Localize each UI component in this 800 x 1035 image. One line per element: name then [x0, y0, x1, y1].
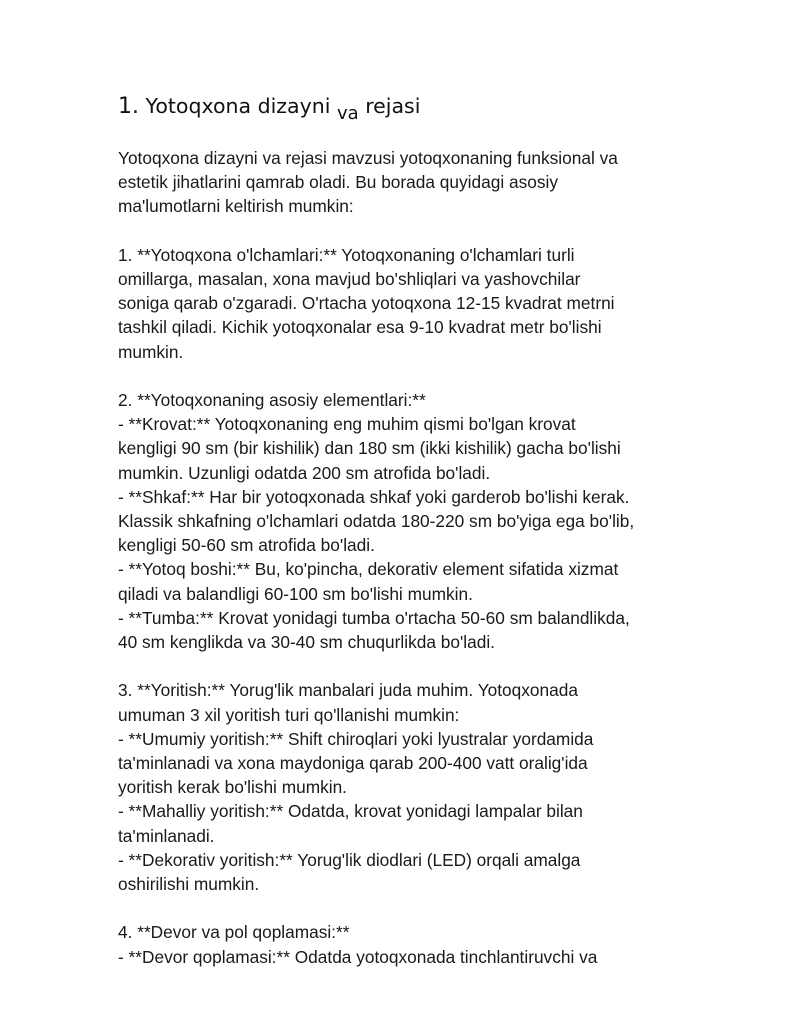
- heading-number: 1.: [118, 94, 139, 119]
- section-dimensions: 1. **Yotoqxona o'lchamlari:** Yotoqxonaning o'lchamlari turli omillarga, masalan, xona mavjud bo'shliqlari va yashovchilar soniga qarab o'zgaradi. O'rtacha yotoqxona 12-15 kvadrat metrni tashkil qiladi. Kichik yotoqxonalar esa 9-10 kvadrat metr bo'lishi mumkin.: [118, 244, 615, 362]
- heading-text-a: Yotoqxona dizayni: [145, 94, 331, 118]
- document-page: [118, 92, 678, 969]
- page-title: [118, 92, 678, 122]
- heading-text-b: va: [336, 103, 359, 124]
- section-wall-floor: 4. **Devor va pol qoplamasi:** - **Devor qoplamasi:** Odatda yotoqxonada tinchlantiruvchi va: [118, 922, 598, 967]
- intro-paragraph: Yotoqxona dizayni va rejasi mavzusi yotoqxonaning funksional va estetik jihatlarini qamrab oladi. Bu borada quyidagi asosiy ma'lumotlarni keltirish mumkin:: [118, 148, 618, 217]
- section-lighting: 3. **Yoritish:** Yorug'lik manbalari juda muhim. Yotoqxonada umuman 3 xil yoritish turi qo'llanishi mumkin: - **Umumiy yoritish:** Shift chiroqlari yoki lyustralar yordamida ta'minlanadi va xona maydoniga qarab 200-400 vatt oralig'ida yoritish kerak bo'lishi mumkin. - **Mahalliy yoritish:** Odatda, krovat yonidagi lampalar bilan ta'minlanadi. - **Dekorativ yoritish:** Yorug'lik diodlari (LED) orqali amalga oshirilishi mumkin.: [118, 680, 594, 895]
- section-main-elements: 2. **Yotoqxonaning asosiy elementlari:** - **Krovat:** Yotoqxonaning eng muhim qismi bo'lgan krovat kengligi 90 sm (bir kishilik) dan 180 sm (ikki kishilik) gacha bo'lishi mumkin. Uzunligi odatda 200 sm atrofida bo'ladi. - **Shkaf:** Har bir yotoqxonada shkaf yoki garderob bo'lishi kerak. Klassik shkafning o'lchamlari odatda 180-220 sm bo'yiga ega bo'lib, kengligi 50-60 sm atrofida bo'ladi. - **Yotoq boshi:** Bu, ko'pincha, dekorativ element sifatida xizmat qiladi va balandligi 60-100 sm bo'lishi mumkin. - **Tumba:** Krovat yonidagi tumba o'rtacha 50-60 sm balandlikda, 40 sm kenglikda va 30-40 sm chuqurlikda bo'ladi.: [118, 390, 635, 653]
- heading-text-c: rejasi: [365, 94, 421, 118]
